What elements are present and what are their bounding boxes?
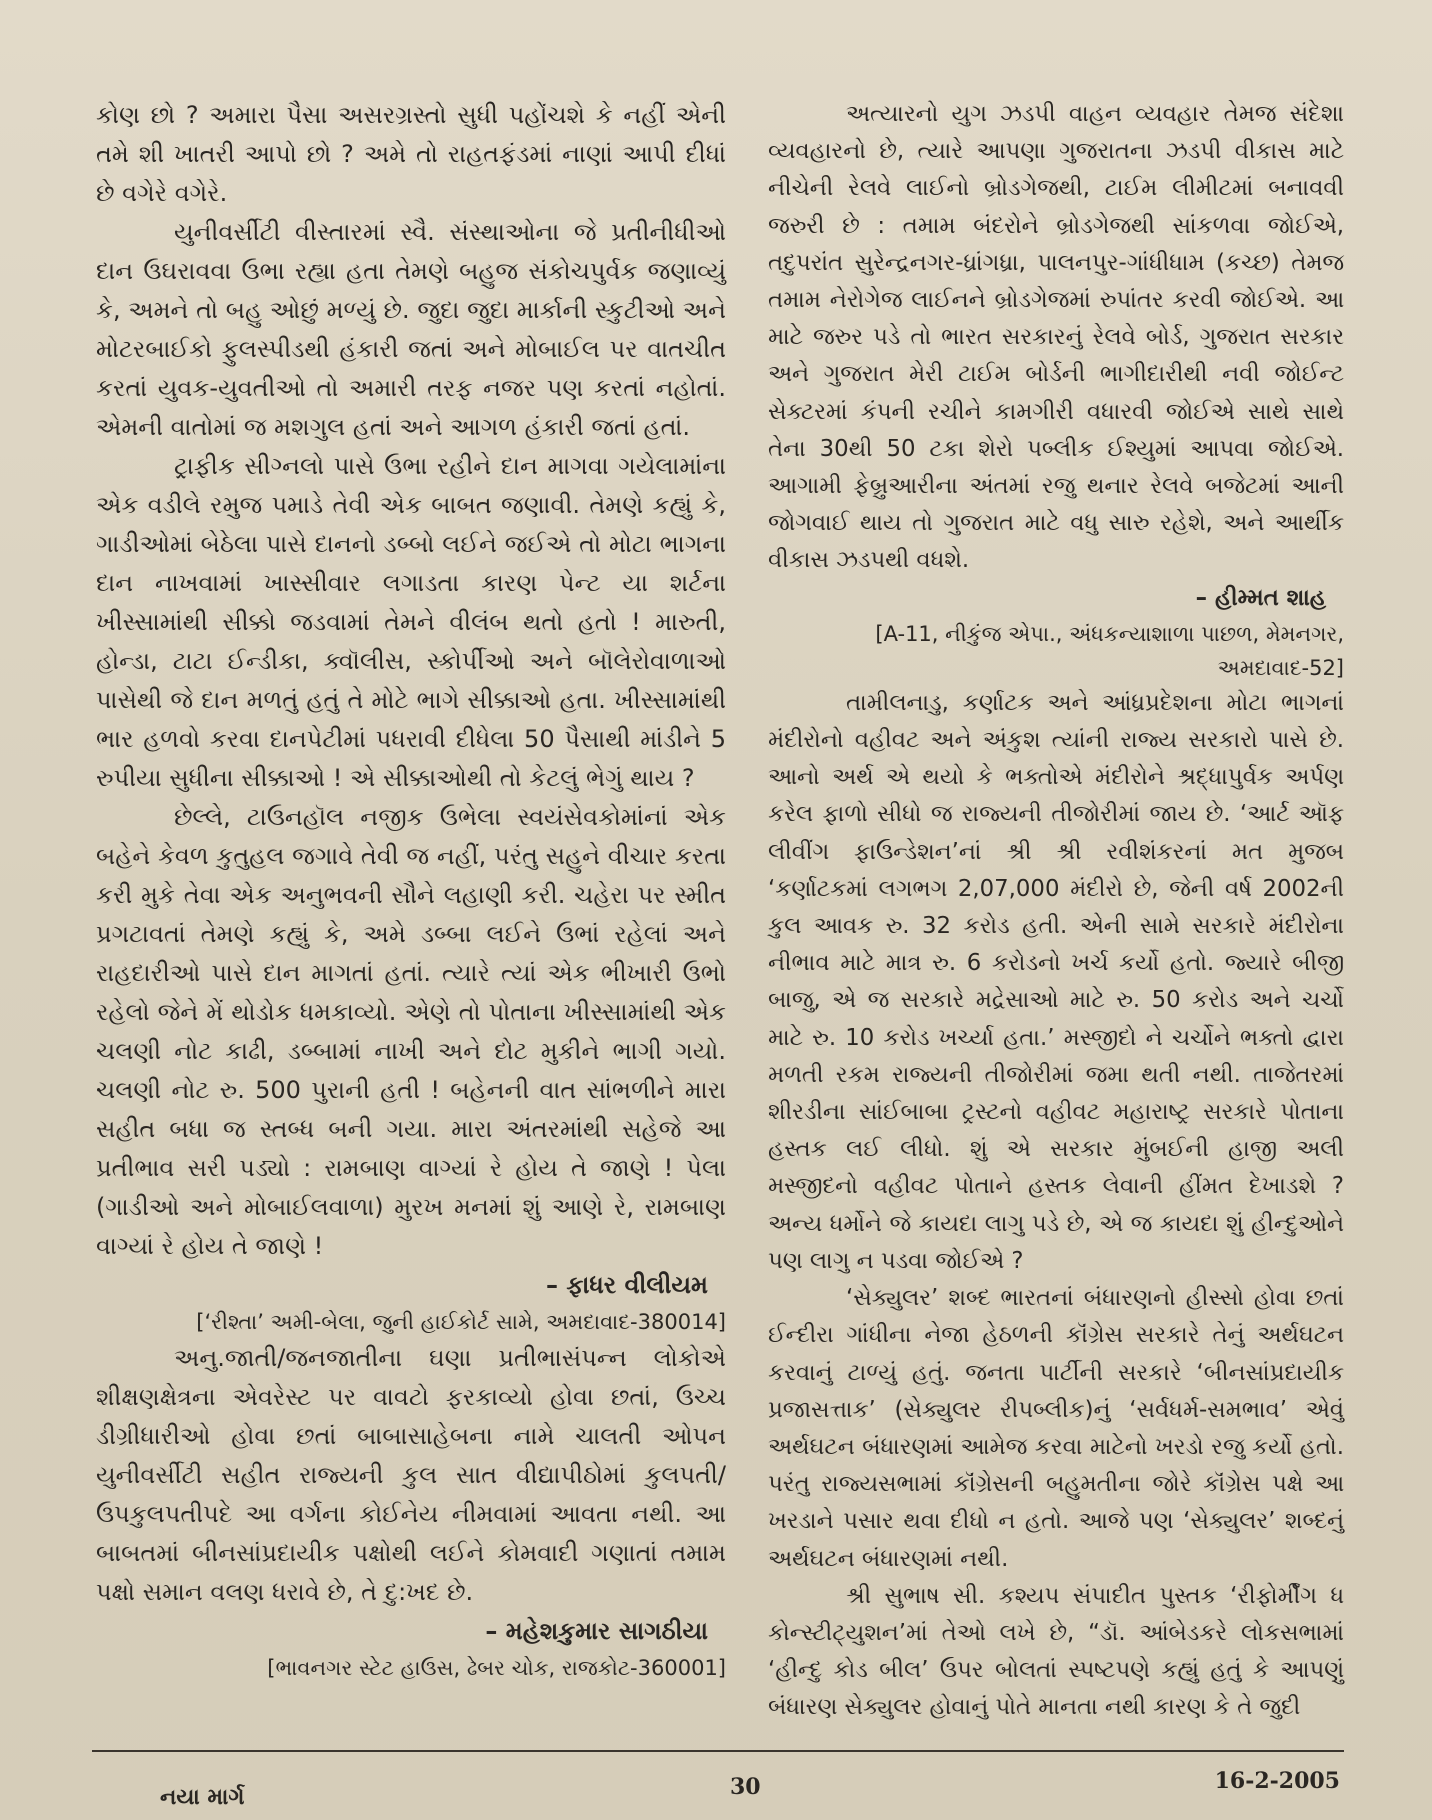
magazine-name: નયા માર્ગ bbox=[160, 1784, 245, 1810]
page-number: 30 bbox=[730, 1774, 761, 1800]
right-column bbox=[768, 96, 1344, 1727]
left-paragraph-2: યુનીવર્સીટી વીસ્તારમાં સ્વૈ. સંસ્થાઓના જે પ્રતીનીધીઓ દાન ઉઘરાવવા ઉભા રહ્યા હતા તેમણે બહુજ સંકોચપુર્વક જણાવ્યું કે, અમને તો બહુ ઓછું મળ્યું છે. જુદા જુદા માર્કાની સ્કુટીઓ અને મોટરબાઈકો ફુલસ્પીડથી હંકારી જતાં અને મોબાઈલ પર વાતચીત કરતાં યુવક-યુવતીઓ તો અમારી તરફ નજર પણ કરતાં નહોતાં. એમની વાતોમાં જ મશગુલ હતાં અને આગળ હંકારી જતાં હતાં. bbox=[96, 218, 726, 441]
address-3-line-1: [A-11, નીકુંજ એપા., અંધકન્યાશાળા પાછળ, મેમનગર, bbox=[875, 621, 1344, 646]
page-footer bbox=[0, 1746, 1432, 1820]
left-paragraph-1: કોણ છો ? અમારા પૈસા અસરગ્રસ્તો સુધી પહોંચશે કે નહીં એની તમે શી ખાતરી આપો છો ? અમે તો રાહતફંડમાં નાણાં આપી દીધાં છે વગેરે વગેરે. bbox=[96, 101, 726, 207]
address-2: [ભાવનગર સ્ટેટ હાઉસ, ઢેબર ચોક, રાજકોટ-360001] bbox=[267, 1656, 726, 1680]
right-paragraph-3: ‘સેક્યુલર’ શબ્દ ભારતનાં બંધારણનો હીસ્સો હોવા છતાં ઈન્દીરા ગાંધીના નેજા હેઠળની કૉંગ્રેસ સરકારે તેનું અર્થઘટન કરવાનું ટાળ્યું હતું. જનતા પાર્ટીની સરકારે ‘બીનસાંપ્રદાયીક પ્રજાસત્તાક’ (સેક્યુલર રીપબ્લીક)નું ‘સર્વધર્મ-સમભાવ’ એવું અર્થઘટન બંધારણમાં આમેજ કરવા માટેનો ખરડો રજુ કર્યો હતો. પરંતુ રાજ્યસભામાં કૉંગ્રેસની બહુમતીના જોરે કૉંગ્રેસ પક્ષે આ ખરડાને પસાર થવા દીધો ન હતો. આજે પણ ‘સેક્યુલર’ શબ્દનું અર્થઘટન બંધારણમાં નથી. bbox=[768, 1285, 1344, 1572]
address-1: [‘રીશ્તા’ અમી-બેલા, જુની હાઈકોર્ટ સામે, અમદાવાદ-380014] bbox=[196, 1310, 726, 1334]
right-paragraph-1: અત્યારનો યુગ ઝડપી વાહન વ્યવહાર તેમજ સંદેશા વ્યવહારનો છે, ત્યારે આપણા ગુજરાતના ઝડપી વીકાસ માટે નીચેની રેલવે લાઈનો બ્રોડગેજથી, ટાઈમ લીમીટમાં બનાવવી જરુરી છે : તમામ બંદરોને બ્રોડગેજથી સાંકળવા જોઈએ, તદુપરાંત સુરેન્દ્રનગર-ધ્રાંગધ્રા, પાલનપુર-ગાંધીધામ (કચ્છ) તેમજ તમામ નેરોગેજ લાઈનને બ્રોડગેજમાં રુપાંતર કરવી જોઈએ. આ માટે જરુર પડે તો ભારત સરકારનું રેલવે બોર્ડ, ગુજરાત સરકાર અને ગુજરાત મેરી ટાઈમ બોર્ડની ભાગીદારીથી નવી જોઈન્ટ સેક્ટરમાં કંપની રચીને કામગીરી વધારવી જોઈએ સાથે સાથે તેના 30થી 50 ટકા શેરો પબ્લીક ઈશ્યુમાં આપવા જોઈએ. આગામી ફેબ્રુઆરીના અંતમાં રજુ થનાર રેલવે બજેટમાં આની જોગવાઈ થાય તો ગુજરાત માટે વધુ સારુ રહેશે, અને આર્થીક વીકાસ ઝડપથી વધશે. bbox=[768, 101, 1344, 574]
right-paragraph-2: તામીલનાડુ, કર્ણાટક અને આંધ્રપ્રદેશના મોટા ભાગનાં મંદીરોનો વહીવટ અને અંકુશ ત્યાંની રાજ્ય સરકારો પાસે છે. આનો અર્થ એ થયો કે ભક્તોએ મંદીરોને શ્રદ્ધાપુર્વક અર્પણ કરેલ ફાળો સીધો જ રાજ્યની તીજોરીમાં જાય છે. ‘આર્ટ ઑફ લીવીંગ ફાઉન્ડેશન’નાં શ્રી શ્રી રવીશંકરનાં મત મુજબ ‘કર્ણાટકમાં લગભગ 2,07,000 મંદીરો છે, જેની વર્ષ 2002ની કુલ આવક રુ. 32 કરોડ હતી. એની સામે સરકારે મંદીરોના નીભાવ માટે માત્ર રુ. 6 કરોડનો ખર્ચ કર્યો હતો. જ્યારે બીજી બાજુ, એ જ સરકારે મદ્રેસાઓ માટે રુ. 50 કરોડ અને ચર્ચો માટે રુ. 10 કરોડ ખર્ચ્યા હતા.’ મસ્જીદો ને ચર્ચોને ભક્તો દ્વારા મળતી રકમ રાજ્યની તીજોરીમાં જમા થતી નથી. તાજેતરમાં શીરડીના સાંઈબાબા ટ્રસ્ટનો વહીવટ મહારાષ્ટ્ર સરકારે પોતાના હસ્તક લઈ લીધો. શું એ સરકાર મુંબઈની હાજી અલી મસ્જીદનો વહીવટ પોતાને હસ્તક લેવાની હીંમત દેખાડશે ? અન્ય ધર્મોને જે કાયદા લાગુ પડે છે, એ જ કાયદા શું હીન્દુઓને પણ લાગુ ન પડવા જોઈએ ? bbox=[768, 689, 1344, 1274]
left-paragraph-4: છેલ્લે, ટાઉનહૉલ નજીક ઉભેલા સ્વયંસેવકોમાંનાં એક બહેને કેવળ કુતુહલ જગાવે તેવી જ નહીં, પરંતુ સહુને વીચાર કરતા કરી મુકે તેવા એક અનુભવની સૌને લહાણી કરી. ચહેરા પર સ્મીત પ્રગટાવતાં તેમણે કહ્યું કે, અમે ડબ્બા લઈને ઉભાં રહેલાં અને રાહદારીઓ પાસે દાન માગતાં હતાં. ત્યારે ત્યાં એક ભીખારી ઉભો રહેલો જેને મેં થોડોક ધમકાવ્યો. એણે તો પોતાના ખીસ્સામાંથી એક ચલણી નોટ કાઢી, ડબ્બામાં નાખી અને દોટ મુકીને ભાગી ગયો. ચલણી નોટ રુ. 500 પુરાની હતી ! બહેનની વાત સાંભળીને મારા સહીત બધા જ સ્તબ્ધ બની ગયા. મારા અંતરમાંથી સહેજે આ પ્રતીભાવ સરી પડ્યો : રામબાણ વાગ્યાં રે હોય તે જાણે ! પેલા (ગાડીઓ અને મોબાઈલવાળા) મુરખ મનમાં શું આણે રે, રામબાણ વાગ્યાં રે હોય તે જાણે ! bbox=[96, 803, 726, 1260]
left-paragraph-5: અનુ.જાતી/જનજાતીના ઘણા પ્રતીભાસંપન્ન લોકોએ શીક્ષણક્ષેત્રના એવરેસ્ટ પર વાવટો ફરકાવ્યો હોવા છતાં, ઉચ્ચ ડીગ્રીધારીઓ હોવા છતાં બાબાસાહેબના નામે ચાલતી ઓપન યુનીવર્સીટી સહીત રાજ્યની કુલ સાત વીદ્યાપીઠોમાં કુલપતી/ઉપકુલપતીપદે આ વર્ગના કોઈનેય નીમવામાં આવતા નથી. આ બાબતમાં બીનસાંપ્રદાયીક પક્ષોથી લઈને કોમવાદી ગણાતાં તમામ પક્ષો સમાન વલણ ધરાવે છે, તે દુ:ખદ છે. bbox=[96, 1344, 726, 1606]
signature-himmat-shah: – હીમ્મત શાહ bbox=[1195, 584, 1326, 611]
issue-date: 16-2-2005 bbox=[1214, 1768, 1340, 1794]
footer-rule bbox=[92, 1750, 1344, 1752]
right-paragraph-4: શ્રી સુભાષ સી. કશ્યપ સંપાદીત પુસ્તક ‘રીફોર્મીંગ ધ કોન્સ્ટીટ્યુશન’માં તેઓ લખે છે, “ડૉ. આંબેડકરે લોકસભામાં ‘હીન્દુ કોડ બીલ’ ઉપર બોલતાં સ્પષ્ટપણે કહ્યું હતું કે આપણું બંધારણ સેક્યુલર હોવાનું પોતે માનતા નથી કારણ કે તે જુદી bbox=[768, 1582, 1344, 1721]
left-paragraph-3: ટ્રાફીક સીગ્નલો પાસે ઉભા રહીને દાન માગવા ગયેલામાંના એક વડીલે રમુજ પમાડે તેવી એક બાબત જણાવી. તેમણે કહ્યું કે, ગાડીઓમાં બેઠેલા પાસે દાનનો ડબ્બો લઈને જઈએ તો મોટા ભાગના દાન નાખવામાં ખાસ્સીવાર લગાડતા કારણ પેન્ટ યા શર્ટના ખીસ્સામાંથી સીક્કો જડવામાં તેમને વીલંબ થતો હતો ! મારુતી, હોન્ડા, ટાટા ઈન્ડીકા, ક્વૉલીસ, સ્કોર્પીઓ અને બૉલેરોવાળાઓ પાસેથી જે દાન મળતું હતું તે મોટે ભાગે સીક્કાઓ હતા. ખીસ્સામાંથી ભાર હળવો કરવા દાનપેટીમાં પધરાવી દીધેલા 50 પૈસાથી માંડીને 5 રુપીયા સુધીના સીક્કાઓ ! એ સીક્કાઓથી તો કેટલું ભેગું થાય ? bbox=[96, 452, 726, 792]
address-3-line-2: અમદાવાદ-52] bbox=[1217, 655, 1344, 680]
left-column bbox=[96, 96, 726, 1685]
signature-maheshkumar: – મહેશકુમાર સાગઠીયા bbox=[485, 1617, 708, 1645]
signature-father-william: – ફાધર વીલીયમ bbox=[546, 1271, 708, 1299]
